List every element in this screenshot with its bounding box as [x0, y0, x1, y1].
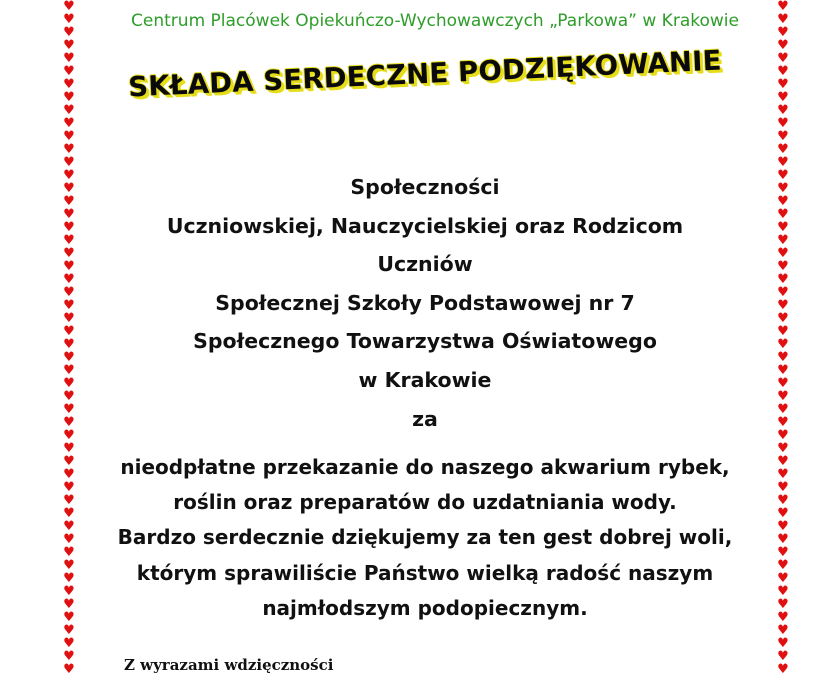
heart-icon: ♥ — [777, 25, 789, 40]
heart-icon: ♥ — [777, 0, 789, 14]
heart-icon: ♥ — [63, 90, 75, 105]
heart-icon: ♥ — [63, 25, 75, 40]
heart-icon: ♥ — [777, 194, 789, 209]
heart-icon: ♥ — [63, 545, 75, 560]
right-heart-border — [774, 0, 792, 675]
message-line: najmłodszym podopiecznym. — [262, 595, 588, 620]
heart-icon: ♥ — [63, 350, 75, 365]
heart-icon: ♥ — [777, 584, 789, 599]
recipient-line: w Krakowie — [358, 367, 492, 392]
recipient-line: Społecznego Towarzystwa Oświatowego — [193, 329, 657, 354]
heart-icon: ♥ — [63, 363, 75, 378]
heart-icon: ♥ — [777, 506, 789, 521]
heart-icon: ♥ — [63, 506, 75, 521]
heart-icon: ♥ — [63, 441, 75, 456]
heart-icon: ♥ — [777, 181, 789, 196]
heart-icon: ♥ — [777, 64, 789, 79]
heart-icon: ♥ — [63, 129, 75, 144]
heart-icon: ♥ — [777, 324, 789, 339]
recipient-line: Uczniów — [377, 252, 473, 277]
heart-icon: ♥ — [63, 324, 75, 339]
heart-icon: ♥ — [63, 467, 75, 482]
institution-header: Centrum Placówek Opiekuńczo-Wychowawczych „Parkowa” w Krakowie — [131, 11, 739, 31]
heart-icon: ♥ — [63, 584, 75, 599]
heart-icon: ♥ — [777, 415, 789, 430]
heart-icon: ♥ — [777, 558, 789, 573]
heart-icon: ♥ — [777, 545, 789, 560]
heart-icon: ♥ — [777, 441, 789, 456]
heart-icon: ♥ — [63, 38, 75, 53]
heart-icon: ♥ — [63, 285, 75, 300]
heart-icon: ♥ — [777, 571, 789, 586]
heart-icon: ♥ — [63, 12, 75, 27]
heart-icon: ♥ — [777, 142, 789, 157]
heart-icon: ♥ — [777, 116, 789, 131]
signoff: Z wyrazami wdzięczności — [124, 656, 334, 674]
recipient-line: za — [412, 406, 438, 431]
heart-icon: ♥ — [777, 454, 789, 469]
heart-icon: ♥ — [63, 298, 75, 313]
heart-icon: ♥ — [777, 51, 789, 66]
heart-icon: ♥ — [777, 337, 789, 352]
heart-icon: ♥ — [777, 376, 789, 391]
heart-icon: ♥ — [777, 246, 789, 261]
heart-icon: ♥ — [777, 220, 789, 235]
heart-icon: ♥ — [777, 480, 789, 495]
heart-icon: ♥ — [777, 493, 789, 508]
heart-icon: ♥ — [63, 142, 75, 157]
heart-icon: ♥ — [63, 415, 75, 430]
heart-icon: ♥ — [777, 155, 789, 170]
heart-icon: ♥ — [777, 259, 789, 274]
heart-icon: ♥ — [777, 129, 789, 144]
heart-icon: ♥ — [63, 519, 75, 534]
heart-icon: ♥ — [777, 285, 789, 300]
heart-icon: ♥ — [777, 389, 789, 404]
heart-icon: ♥ — [777, 38, 789, 53]
heart-icon: ♥ — [63, 220, 75, 235]
heart-icon: ♥ — [63, 194, 75, 209]
heart-icon: ♥ — [63, 103, 75, 118]
heart-icon: ♥ — [63, 207, 75, 222]
heart-icon: ♥ — [63, 428, 75, 443]
heart-icon: ♥ — [63, 610, 75, 625]
heart-icon: ♥ — [63, 571, 75, 586]
heart-icon: ♥ — [63, 272, 75, 287]
heart-icon: ♥ — [63, 454, 75, 469]
left-heart-border — [60, 0, 78, 675]
heart-icon: ♥ — [63, 51, 75, 66]
heart-icon: ♥ — [777, 363, 789, 378]
message-line: nieodpłatne przekazanie do naszego akwarium rybek, — [120, 455, 730, 479]
heart-icon: ♥ — [63, 116, 75, 131]
heart-icon: ♥ — [63, 558, 75, 573]
recipient-line: Społeczności — [350, 175, 500, 199]
heart-icon: ♥ — [777, 519, 789, 534]
heart-icon: ♥ — [63, 64, 75, 79]
heart-icon: ♥ — [777, 649, 789, 664]
heart-icon: ♥ — [777, 402, 789, 417]
heart-icon: ♥ — [777, 168, 789, 183]
heart-icon: ♥ — [63, 259, 75, 274]
heart-icon: ♥ — [63, 376, 75, 391]
message-line: roślin oraz preparatów do uzdatniania wody. — [173, 490, 677, 515]
heart-icon: ♥ — [777, 636, 789, 651]
heart-icon: ♥ — [777, 350, 789, 365]
heart-icon: ♥ — [63, 181, 75, 196]
heart-icon: ♥ — [777, 272, 789, 287]
heart-icon: ♥ — [777, 311, 789, 326]
message-line: którym sprawiliście Państwo wielką radość naszym — [136, 560, 714, 585]
heart-icon: ♥ — [63, 155, 75, 170]
heart-icon: ♥ — [63, 597, 75, 612]
heart-icon: ♥ — [777, 103, 789, 118]
title-banner — [90, 43, 761, 105]
heart-icon: ♥ — [777, 428, 789, 443]
message-block — [90, 453, 760, 629]
recipient-line: Społecznej Szkoły Podstawowej nr 7 — [215, 290, 635, 315]
heart-icon: ♥ — [63, 246, 75, 261]
heart-icon: ♥ — [777, 90, 789, 105]
heart-icon: ♥ — [63, 233, 75, 248]
heart-icon: ♥ — [63, 337, 75, 352]
recipient-line: Uczniowskiej, Nauczycielskiej oraz Rodzicom — [166, 213, 684, 238]
heart-icon: ♥ — [777, 233, 789, 248]
heart-icon: ♥ — [777, 532, 789, 547]
heart-icon: ♥ — [63, 662, 75, 675]
recipients-block — [90, 171, 760, 441]
heart-icon: ♥ — [63, 623, 75, 638]
heart-icon: ♥ — [63, 480, 75, 495]
heart-icon: ♥ — [777, 623, 789, 638]
heart-icon: ♥ — [777, 12, 789, 27]
banner-title: SKŁADA SERDECZNE PODZIĘKOWANIE — [127, 44, 723, 104]
heart-icon: ♥ — [63, 77, 75, 92]
message-line: Bardzo serdecznie dziękujemy za ten gest dobrej woli, — [117, 525, 733, 550]
heart-icon: ♥ — [777, 77, 789, 92]
heart-icon: ♥ — [63, 168, 75, 183]
heart-icon: ♥ — [777, 610, 789, 625]
heart-icon: ♥ — [777, 597, 789, 612]
heart-icon: ♥ — [63, 389, 75, 404]
heart-icon: ♥ — [63, 532, 75, 547]
heart-icon: ♥ — [63, 311, 75, 326]
heart-icon: ♥ — [63, 402, 75, 417]
heart-icon: ♥ — [63, 649, 75, 664]
heart-icon: ♥ — [777, 207, 789, 222]
heart-icon: ♥ — [63, 0, 75, 14]
heart-icon: ♥ — [777, 298, 789, 313]
heart-icon: ♥ — [63, 493, 75, 508]
heart-icon: ♥ — [777, 662, 789, 675]
heart-icon: ♥ — [777, 467, 789, 482]
heart-icon: ♥ — [63, 636, 75, 651]
